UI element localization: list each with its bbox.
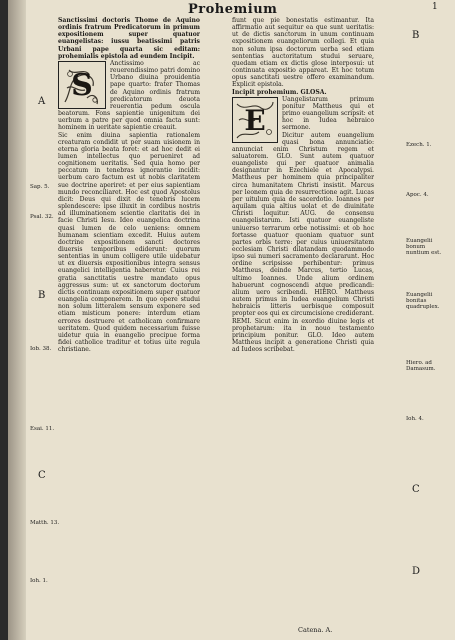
epistle-title: Sanctissimi doctoris Thome de Aquino ordinis fratrum Predicatorum in primum expositionem super quatuor euangelistas: iussu beatissimi patris Urbani pape quarta sic editam: prohemialis epistola ad eundem Incipit. [58, 17, 200, 60]
book-page [8, 0, 455, 640]
margin-note: Apoc. 4. [406, 192, 429, 198]
svg-text:S: S [71, 67, 93, 103]
epistle-body: Sic enim diuina sapientia rationalem creaturam condidit ut per suam uisionem in eterna gloria beata foret: et ad hoc dedit ei lumen intellectus quo perueniret ad cognitionem ueritatis. Sed quia homo per peccatum in tenebras ignorantie incidit: uerbum caro factum est ut nobis claritatem sue doctrine aperiret: et per eius sapientiam mundo reconciliaret. Hoc est quod Apostolus dicit: Deus qui dixit de tenebris lucem splendescere: ipse illuxit in cordibus nostris ad illuminationem scientie claritatis dei in facie Christi Iesu. Ideo euangelica doctrina quasi lumen de celo ueniens: omnem humanam scientiam excedit. Huius autem doctrine expositionem sancti doctores diuersis temporibus ediderunt: quorum sententias in unum colligere utile uidebatur ut ex diuersis expositionibus integra sensus euangelici intelligentia haberetur. Cuius rei gratia sanctitatis uestre mandato opus aggressus sum: ut ex sanctorum doctorum dictis continuam expositionem super quatuor euangelia componerem. In quo opere studui non solum litteralem sensum exponere sed etiam misticum ponere: interdum etiam errores destruere et catholicam confirmare ueritatem. Quod quidem necessarium fuisse uidetur quia in euangelio precipue forma fidei catholice traditur et totius uite regula christiane. [58, 131, 200, 354]
margin-letter-d: D [412, 566, 421, 577]
margin-letter-c: C [38, 470, 46, 481]
prologue-heading: Incipit prohemium. GLOSA. [232, 88, 327, 96]
svg-text:E: E [244, 103, 266, 137]
margin-note: Euangelii bonitas quadruplex. [406, 292, 440, 310]
margin-ref: Matth. 13. [30, 520, 60, 526]
margin-ref: Sap. 5. [30, 184, 50, 190]
margin-letter-c: C [412, 484, 420, 495]
margin-letter-a: A [38, 96, 46, 107]
margin-note: Ioh. 4. [406, 416, 424, 422]
catchword: Catena. A. [298, 626, 333, 634]
margin-note: Hiero. ad Damasum. [406, 360, 436, 372]
right-column [232, 17, 374, 629]
margin-ref: Ioh. 1. [30, 578, 48, 584]
margin-note: Ezech. 1. [406, 142, 432, 148]
folio-number: 1 [432, 2, 438, 12]
epistle-conclusion: fiunt que pie bonestatis estimantur. Ita affirmatio aut sequitur ea que sunt ueritatis: ut de dictis sanctorum in unum continuam expositionem euangeliorum collegi. Et quia non solum ipsa doctorum uerba sed etiam sententias auctoritatum studui seruare, quedam etiam ex dictis glose interposui: ut continuata expositio appareat. Et hoc totum opus sanctitati uestre offero examinandum. Explicit epistola. [232, 17, 374, 89]
left-column [58, 17, 200, 629]
margin-ref: Iob. 38. [30, 346, 52, 352]
prologue-body: Dicitur autem euangelium quasi bona annunciatio: annunciat enim Christum regem et saluatorem. GLO. Sunt autem quatuor euangeliste qui per quatuor animalia designantur in Ezechiele et Apocalypsi. Mattheus per hominem quia principaliter circa humanitatem Christi insistit. Marcus per leonem quia de resurrectione agit. Lucas per uitulum quia de sacerdotio. Ioannes per aquilam quia altius uolat et de diuinitate Christi loquitur. AUG. de consensu euangelistarum. Isti quatuor euangeliste uniuerso terrarum orbe notissimi: et ob hoc fortasse quatuor quoniam quatuor sunt partes orbis terre: per cuius uniuersitatem ecclesiam Christi dilatandam quodammodo ipso sui numeri sacramento declararunt. Hoc ordine scripsisse perhibentur: primus Mattheus, deinde Marcus, tertio Lucas, ultimo Ioannes. Unde alium ordinem habuerunt cognoscendi atque predicandi: alium uero scribendi. HIERO. Mattheus autem primus in Iudea euangelium Christi hebraicis litteris uerbisque composuit propter eos qui ex circumcisione crediderant. REMI. Sicut enim in exordio diuine legis et prophetarum: ita in nouo testamento principium ponitur. GLO. Ideo autem Mattheus incipit a generatione Christi quia ad Iudeos scribebat. [232, 131, 374, 354]
margin-note: Euangelii bonum nuntium est. [406, 238, 442, 256]
margin-letter-b: B [412, 30, 420, 41]
page-gutter [8, 0, 26, 640]
decorated-initial-e [232, 97, 278, 143]
decorated-initial-s [58, 61, 106, 109]
margin-ref: Esai. 11. [30, 426, 55, 432]
running-head: Prohemium [188, 2, 278, 17]
margin-ref: Psal. 32. [30, 214, 54, 220]
prologue-opening: Uangelistarum primum ponitur Mattheus qui et primo euangelium scripsit: et hoc in Iudea hebraico sermone. [282, 95, 374, 132]
margin-letter-b: B [38, 290, 46, 301]
epistle-opening: Anctissimo ac reuerendissimo patri domino Urbano diuina prouidentia pape quarto: frater Thomas de Aquino ordinis fratrum predicatorum deuota reuerentia pedum oscula beatorum. Fons sapientie unigenitum dei uerbum a patre per quod omnia facta sunt: hominem in ueritate sapientie creauit. [58, 59, 200, 132]
